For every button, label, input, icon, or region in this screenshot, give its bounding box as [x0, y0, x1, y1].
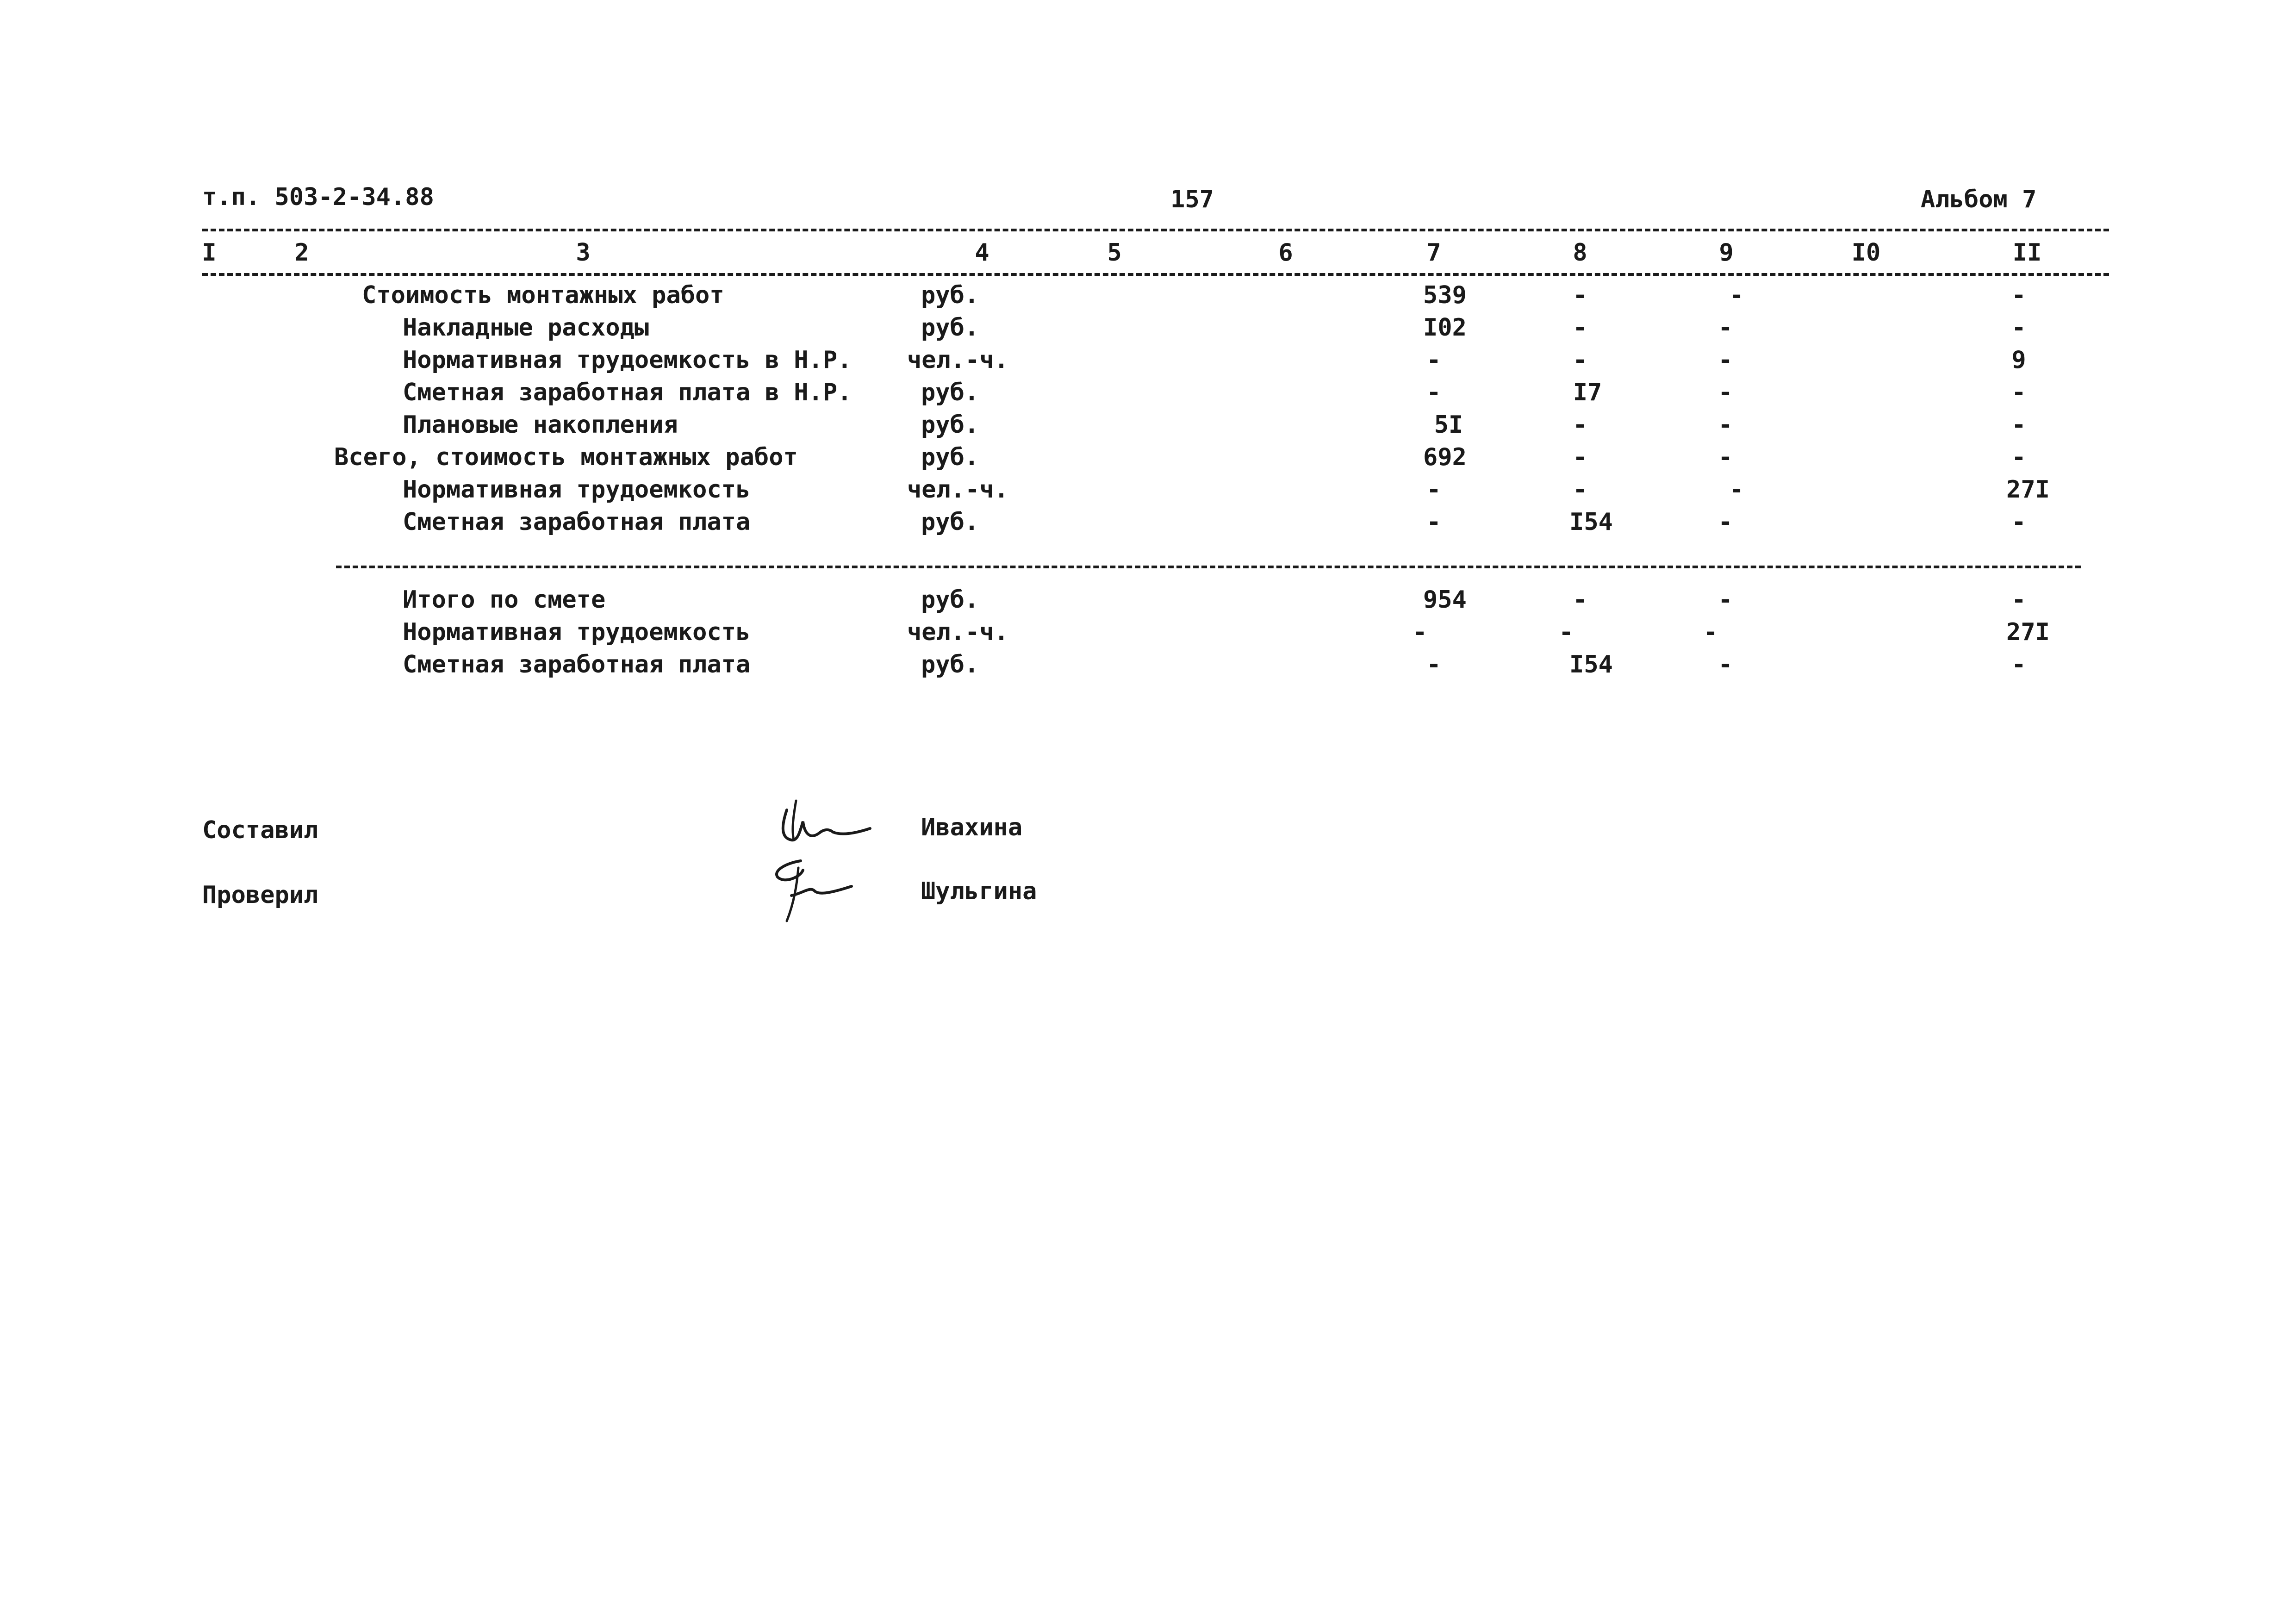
totals-value-col9: - [1703, 618, 1718, 646]
album-label: Альбом 7 [1921, 186, 2037, 213]
totals-value-col9: - [1718, 651, 1733, 678]
row-value-col7: - [1426, 508, 1441, 536]
row-unit: руб. [921, 508, 979, 536]
row-value-col7: 692 [1423, 443, 1467, 471]
compiled-by-name: Ивахина [921, 814, 1023, 841]
column-header-8: 8 [1573, 239, 1587, 267]
row-value-col7: - [1426, 476, 1441, 504]
row-unit: руб. [921, 411, 979, 439]
row-value-col11: - [2011, 443, 2026, 471]
row-label: Нормативная трудоемкость в Н.Р. [403, 346, 852, 374]
row-value-col7: - [1426, 346, 1441, 374]
row-label: Плановые накопления [403, 411, 678, 439]
row-value-col11: - [2011, 508, 2026, 536]
totals-value-col11: 27I [2006, 618, 2050, 646]
row-value-col8: I7 [1573, 379, 1602, 406]
row-value-col7: 539 [1423, 281, 1467, 309]
column-header-11: II [2012, 239, 2042, 267]
totals-unit: руб. [921, 586, 979, 614]
totals-label: Итого по смете [403, 586, 606, 614]
column-header-6: 6 [1278, 239, 1293, 267]
totals-unit: руб. [921, 651, 979, 678]
row-value-col11: - [2011, 411, 2026, 439]
column-header-7: 7 [1426, 239, 1441, 267]
row-value-col8: - [1573, 476, 1587, 504]
column-header-1: I [202, 239, 217, 267]
header-top-rule [202, 229, 2109, 231]
column-header-9: 9 [1719, 239, 1734, 267]
row-label: Нормативная трудоемкость [403, 476, 751, 504]
row-value-col9: - [1729, 281, 1744, 309]
totals-value-col9: - [1718, 586, 1733, 614]
row-value-col7: I02 [1423, 314, 1467, 342]
compiled-by-label: Составил [202, 816, 318, 844]
column-header-4: 4 [975, 239, 989, 267]
row-label: Стоимость монтажных работ [362, 281, 724, 309]
totals-unit: чел.-ч. [907, 618, 1009, 646]
signature-compiled [778, 796, 879, 856]
column-header-3: 3 [576, 239, 591, 267]
checked-by-name: Шульгина [921, 877, 1037, 905]
totals-label: Нормативная трудоемкость [403, 618, 751, 646]
row-label: Всего, стоимость монтажных работ [334, 443, 798, 471]
row-value-col11: 9 [2011, 346, 2026, 374]
row-label: Накладные расходы [403, 314, 649, 342]
totals-label: Сметная заработная плата [403, 651, 751, 678]
row-unit: руб. [921, 379, 979, 406]
row-value-col8: I54 [1569, 508, 1613, 536]
row-unit: чел.-ч. [907, 476, 1009, 504]
row-value-col8: - [1573, 281, 1587, 309]
row-label: Сметная заработная плата в Н.Р. [403, 379, 852, 406]
row-value-col11: - [2011, 379, 2026, 406]
row-unit: руб. [921, 281, 979, 309]
document-reference: т.п. 503-2-34.88 [202, 183, 434, 211]
row-value-col9: - [1718, 411, 1733, 439]
checked-by-label: Проверил [202, 881, 318, 909]
row-unit: руб. [921, 314, 979, 342]
row-value-col9: - [1718, 314, 1733, 342]
row-value-col9: - [1718, 379, 1733, 406]
totals-value-col8: - [1559, 618, 1574, 646]
column-header-5: 5 [1107, 239, 1122, 267]
totals-value-col7: - [1426, 651, 1441, 678]
row-value-col8: - [1573, 411, 1587, 439]
row-value-col11: 27I [2006, 476, 2050, 504]
page-number: 157 [1170, 186, 1214, 213]
row-value-col7: 5I [1434, 411, 1463, 439]
totals-value-col8: I54 [1569, 651, 1613, 678]
totals-value-col7: 954 [1423, 586, 1467, 614]
row-value-col11: - [2011, 281, 2026, 309]
row-label: Сметная заработная плата [403, 508, 751, 536]
totals-separator-rule [336, 566, 2081, 568]
column-header-10: I0 [1851, 239, 1881, 267]
totals-value-col7: - [1412, 618, 1427, 646]
row-value-col11: - [2011, 314, 2026, 342]
signature-checked [764, 852, 865, 930]
row-value-col9: - [1718, 443, 1733, 471]
row-value-col9: - [1729, 476, 1744, 504]
row-value-col9: - [1718, 346, 1733, 374]
row-value-col7: - [1426, 379, 1441, 406]
row-value-col8: - [1573, 314, 1587, 342]
totals-value-col11: - [2011, 586, 2026, 614]
totals-value-col8: - [1573, 586, 1587, 614]
row-value-col9: - [1718, 508, 1733, 536]
totals-value-col11: - [2011, 651, 2026, 678]
row-value-col8: - [1573, 443, 1587, 471]
column-header-2: 2 [294, 239, 309, 267]
header-bottom-rule [202, 273, 2109, 276]
row-value-col8: - [1573, 346, 1587, 374]
row-unit: чел.-ч. [907, 346, 1009, 374]
row-unit: руб. [921, 443, 979, 471]
